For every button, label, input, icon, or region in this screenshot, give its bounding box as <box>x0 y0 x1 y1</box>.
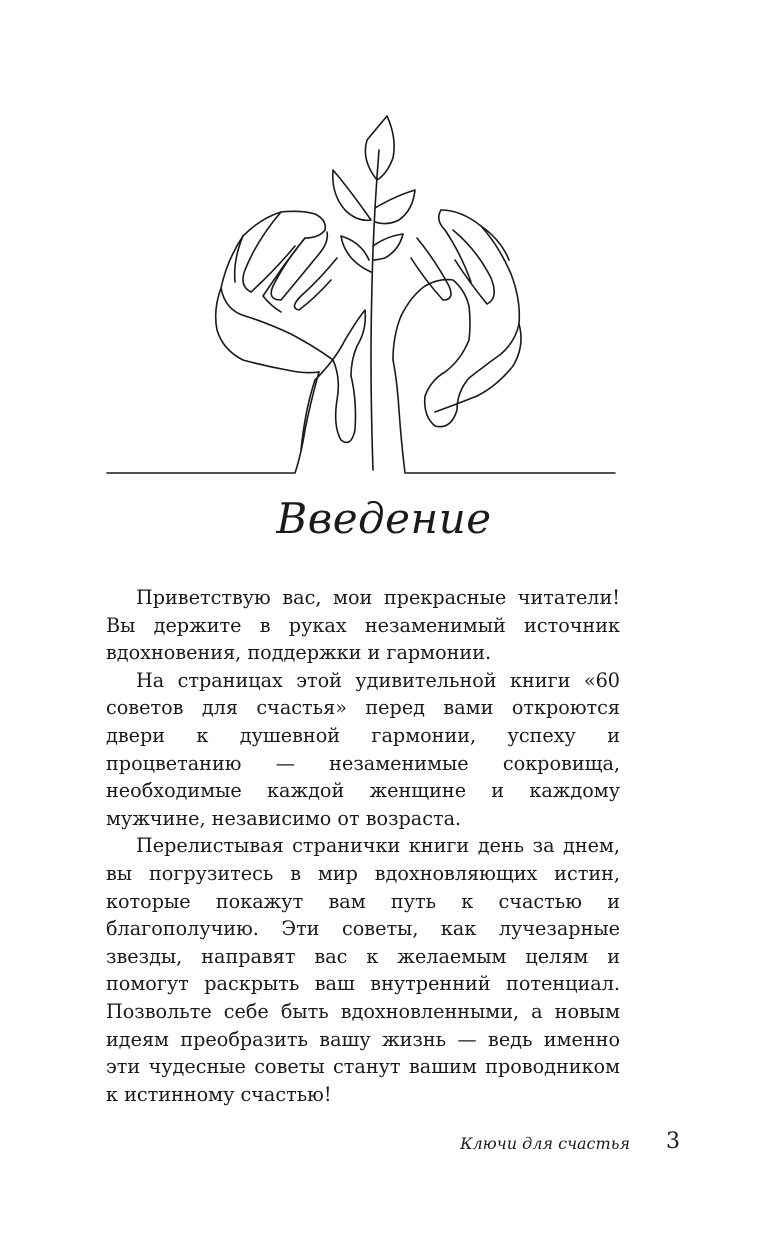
sprout-leaf-left-upper <box>333 170 371 220</box>
paragraph-1: Приветствую вас, мои прекрасные читатели! Вы держите в руках незаменимый источник вдохновения, поддержки и гармонии. <box>106 586 620 665</box>
right-hand <box>393 210 519 427</box>
left-hand-fingers <box>235 212 337 310</box>
ground-line <box>107 372 319 473</box>
right-wrist <box>435 324 521 412</box>
page-number: 3 <box>666 1129 680 1154</box>
paragraph-3: Перелистывая странички книги день за днем, вы погрузитесь в мир вдохновляющих истин, которые покажут вам путь к счастью и благополучию. Эти советы, как лучезарные звезды, направят вас к желаемым целям и помогут раскрыть ваш внутренний потенциал. Позвольте себе быть вдохновленными, а новым идеям преобразить вашу жизнь — ведь именно эти чудесные советы станут вашим проводником к истинному счастью! <box>106 834 620 1106</box>
page-footer <box>0 1128 768 1168</box>
sprout-leaf-right-lower <box>373 234 403 260</box>
sprout-leaf-left-lower <box>341 236 371 272</box>
paragraph-2: На страницах этой удивительной книги «60 советов для счастья» перед вами откроются двери к душевной гармонии, успеху и процветанию — незаменимые сокровища, необходимые каждой женщине и каждому мужчине, независимо от возраста. <box>106 668 620 830</box>
sprout-leaf-right <box>375 190 415 224</box>
hands-holding-sprout-icon <box>105 110 617 478</box>
chapter-title: Введение <box>276 494 492 543</box>
right-hand-fingers <box>411 210 509 304</box>
running-footer-title: Ключи для счастья <box>460 1134 630 1153</box>
body-text <box>106 584 620 1108</box>
sprout-leaf-top <box>365 116 394 180</box>
sprout-stem <box>371 150 379 470</box>
